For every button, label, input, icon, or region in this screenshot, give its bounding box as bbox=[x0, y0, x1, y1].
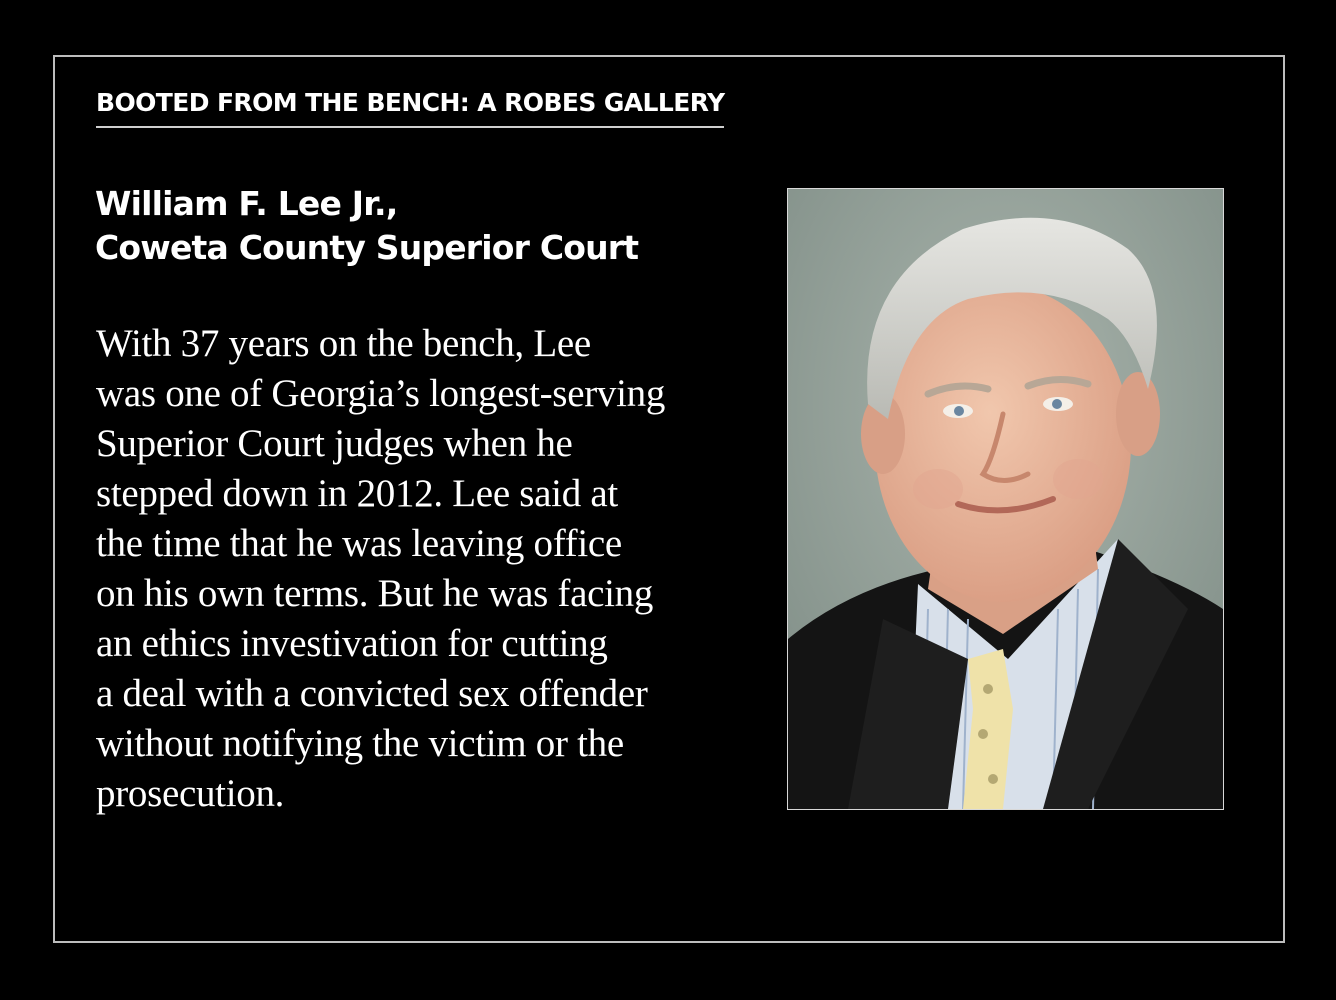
description-line: was one of Georgia’s longest-serving bbox=[96, 372, 666, 415]
description-line: prosecution. bbox=[96, 772, 285, 815]
judge-description bbox=[96, 319, 776, 819]
portrait-illustration bbox=[788, 189, 1223, 809]
description-line: an ethics investivation for cutting bbox=[96, 622, 608, 665]
description-line: With 37 years on the bench, Lee bbox=[96, 322, 591, 365]
judge-name-heading bbox=[95, 182, 638, 270]
description-line: the time that he was leaving office bbox=[96, 522, 622, 565]
judge-court: Coweta County Superior Court bbox=[95, 228, 639, 267]
judge-portrait-photo bbox=[787, 188, 1224, 810]
description-line: on his own terms. But he was facing bbox=[96, 572, 654, 615]
description-line: stepped down in 2012. Lee said at bbox=[96, 472, 618, 515]
judge-name: William F. Lee Jr., bbox=[95, 184, 398, 223]
description-line: without notifying the victim or the bbox=[96, 722, 624, 765]
gallery-kicker: BOOTED FROM THE BENCH: A ROBES GALLERY bbox=[96, 88, 724, 128]
description-line: Superior Court judges when he bbox=[96, 422, 573, 465]
description-line: a deal with a convicted sex offender bbox=[96, 672, 648, 715]
